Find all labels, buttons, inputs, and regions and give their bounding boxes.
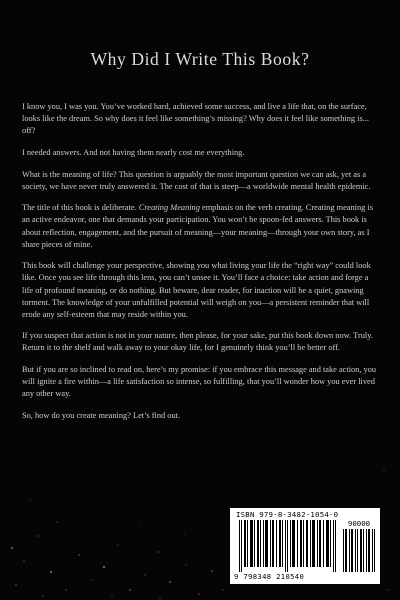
ean-barcode-bars [239, 520, 340, 572]
blurb-paragraph-8: So, how do you create meaning? Let’s find out. [22, 411, 181, 421]
blurb-paragraph-4-end: emphasis on the verb creating. Creating meaning is an active endeavor, one that demands your participation. You won’t be spoon-fed answers. This book is about reflection, engagement, and the pursuit of meaning—your meaning—through your own story, as I share pieces of mine. [22, 203, 373, 249]
ean-digits: 9 798348 210540 [234, 572, 305, 581]
price-addon-bars [343, 529, 375, 572]
blurb-paragraph-1: I know you, I was you. You’ve worked hard, achieved some success, and live a life that, on the surface, looks like the dream. So why does it feel like something’s missing? Why does it feel like something is... off? [22, 102, 369, 136]
back-cover-blurb [22, 101, 380, 422]
blurb-paragraph-5: This book will challenge your perspective, showing you what living your life the “right way” could look like. Once you see life through this lens, you can’t unsee it. You’ll face a choice: take action and forge a life of profound meaning, or do nothing. But beware, dear reader, for inaction will be a quiet, gnawing torment. The knowledge of your unfulfilled potential will weigh on you—a persistent reminder that will erode any self-esteem that may reside within you. [22, 261, 371, 319]
isbn-number: ISBN 979-8-3482-1054-0 [236, 510, 339, 519]
isbn-barcode [230, 508, 380, 584]
blurb-paragraph-4 [22, 202, 380, 250]
price-addon-digits: 90000 [347, 519, 371, 528]
blurb-paragraph-4-start: The title of this book is deliberate. [22, 203, 139, 213]
blurb-paragraph-2: I needed answers. And not having them nearly cost me everything. [22, 147, 245, 157]
page-title: Why Did I Write This Book? [90, 49, 310, 69]
blurb-paragraph-3: What is the meaning of life? This question is arguably the most important question we can ask, yet as a society, we have never truly answered it. The cost of that is steep—a worldwide mental health epidemic. [22, 169, 371, 191]
book-title-emphasis: Creating Meaning [138, 203, 200, 213]
blurb-paragraph-7: But if you are so inclined to read on, here’s my promise: if you embrace this message and take action, you will ignite a fire within—a life satisfaction so intense, so fulfilling, that you’ll wonder how you ever lived any other way. [22, 365, 377, 399]
blurb-paragraph-6: If you suspect that action is not in your nature, then please, for your sake, put this book down now. Truly. Return it to the shelf and walk away to your okay life, for I genuinely think you’ll be better off. [22, 331, 373, 353]
